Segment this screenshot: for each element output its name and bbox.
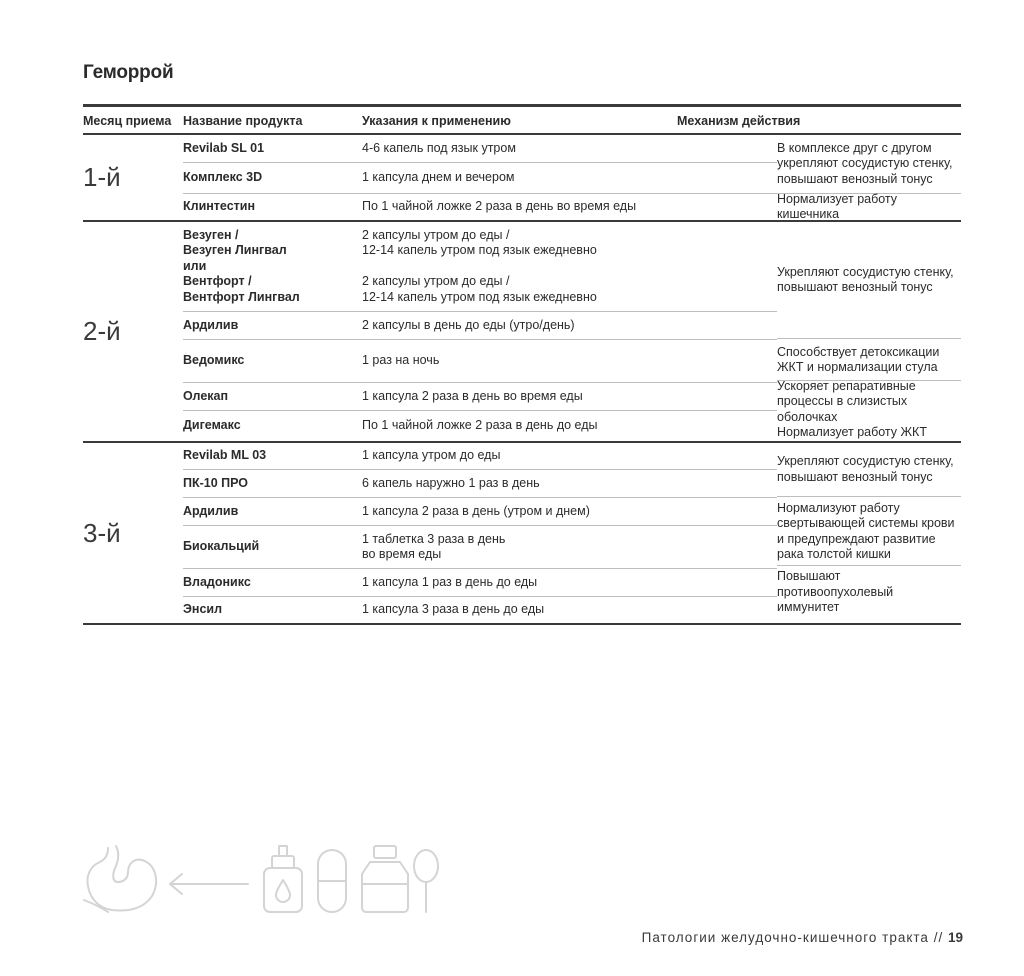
product-name: Ардилив bbox=[183, 503, 239, 518]
month-label: 2-й bbox=[83, 316, 121, 346]
usage-text: 1 раз на ночь bbox=[362, 353, 440, 368]
mechanism-text: Нормализует работу кишечника bbox=[777, 193, 961, 220]
usage-text: 1 капсула 2 раза в день (утром и днем) bbox=[362, 503, 590, 518]
stomach-icon bbox=[84, 846, 156, 912]
product-name: Владоникс bbox=[183, 574, 251, 589]
header-month: Месяц приема bbox=[83, 114, 172, 128]
capsule-icon bbox=[318, 850, 346, 912]
usage-text: По 1 чайной ложке 2 раза в день во время еды bbox=[362, 199, 637, 214]
mechanism-text: Укрепляют сосудистую стенку, повышают венозный тонус bbox=[777, 443, 961, 496]
page-number: 19 bbox=[947, 930, 963, 945]
product-name: Биокальций bbox=[183, 539, 260, 554]
month-label: 3-й bbox=[83, 517, 121, 548]
usage-text: 1 капсула 1 раз в день до еды bbox=[362, 574, 538, 589]
header-product: Название продукта bbox=[183, 114, 303, 128]
month-group-1 bbox=[83, 135, 961, 222]
usage-text: 1 капсула 3 раза в день до еды bbox=[362, 602, 545, 617]
month-group-3 bbox=[83, 443, 961, 625]
usage-text: 2 капсулы утром до еды / 12-14 капель утром под язык ежедневно 2 капсулы утром до еды / 12-14 капель утром под язык ежедневно bbox=[362, 227, 597, 304]
usage-text: 1 капсула 2 раза в день во время еды bbox=[362, 388, 583, 403]
product-name: Ведомикс bbox=[183, 353, 245, 368]
mechanism-text: Укрепляют сосудистую стенку, повышают венозный тонус bbox=[777, 222, 961, 338]
product-name: Комплекс 3D bbox=[183, 170, 263, 185]
product-name: Везуген / Везуген Лингвал или Вентфорт / Вентфорт Лингвал bbox=[183, 227, 300, 304]
usage-text: 2 капсулы в день до еды (утро/день) bbox=[362, 317, 575, 332]
table-header bbox=[83, 107, 961, 135]
mechanism-text: Ускоряет репаративные процессы в слизистых оболочках Нормализует работу ЖКТ bbox=[777, 380, 961, 438]
mechanism-text: Способствует детоксикации ЖКТ и нормализации стула bbox=[777, 338, 961, 381]
product-name: Revilab ML 03 bbox=[183, 448, 267, 463]
usage-text: 1 капсула утром до еды bbox=[362, 448, 501, 463]
digestive-icons-strip bbox=[82, 842, 444, 916]
mechanism-text: Повышают противоопухолевый иммунитет bbox=[777, 565, 961, 619]
usage-text: 1 капсула днем и вечером bbox=[362, 170, 515, 185]
arrow-left-icon bbox=[170, 874, 248, 894]
product-name: Ардилив bbox=[183, 317, 239, 332]
header-mechanism: Механизм действия bbox=[677, 114, 801, 128]
month-label: 1-й bbox=[83, 162, 121, 192]
footer-section: Патологии желудочно-кишечного тракта // bbox=[641, 930, 944, 945]
usage-text: 1 таблетка 3 раза в день во время еды bbox=[362, 531, 506, 561]
spoon-icon bbox=[414, 850, 438, 912]
product-name: Дигемакс bbox=[183, 418, 241, 433]
month-group-2 bbox=[83, 222, 961, 443]
product-name: Олекап bbox=[183, 388, 229, 403]
page-title: Геморрой bbox=[83, 62, 174, 83]
medicine-jar-icon bbox=[362, 846, 408, 912]
header-usage: Указания к применению bbox=[362, 114, 511, 128]
dropper-bottle-icon bbox=[264, 846, 302, 912]
mechanism-text: Нормализуют работу свертывающей системы крови и предупреждают развитие рака толстой кишки bbox=[777, 496, 961, 566]
mechanism-text: В комплексе друг с другом укрепляют сосудистую стенку, повышают венозный тонус bbox=[777, 135, 961, 193]
product-name: Клинтестин bbox=[183, 199, 256, 214]
regimen-table bbox=[83, 104, 961, 625]
usage-text: 6 капель наружно 1 раз в день bbox=[362, 475, 540, 490]
product-name: ПК-10 ПРО bbox=[183, 475, 249, 490]
usage-text: 4-6 капель под язык утром bbox=[362, 140, 516, 155]
page-footer bbox=[642, 930, 963, 945]
product-name: Revilab SL 01 bbox=[183, 140, 265, 155]
product-name: Энсил bbox=[183, 602, 223, 617]
usage-text: По 1 чайной ложке 2 раза в день до еды bbox=[362, 418, 598, 433]
